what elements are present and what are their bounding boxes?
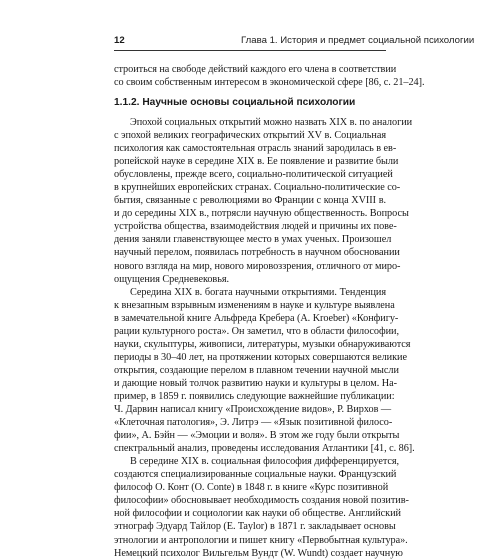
page-header (114, 34, 475, 50)
text-line: этнологии и антропологии и пишет книгу «Первобытная культура». (114, 534, 408, 546)
text-line: рации культурного роста». Он заметил, что в области философии, (114, 325, 399, 337)
text-line: в замечательной книге Альфреда Кребера (A. Kroeber) «Конфигу- (114, 312, 399, 324)
paragraph-2 (114, 286, 415, 456)
text-line: ной философии и социологии как науки об обществе. Английский (114, 508, 401, 520)
text-line: к внезапным взрывным изменениям в науке и культуре выявлена (114, 299, 395, 311)
header-rule (114, 50, 386, 51)
paragraph-3 (114, 455, 409, 559)
text-line: науки, скульптуры, живописи, литературы, музыки обнаруживаются (114, 338, 411, 350)
text-line: обусловлены, прежде всего, социально-политической ситуацией (114, 169, 393, 181)
text-line: в крупнейших европейских странах. Социально-политические со- (114, 182, 401, 194)
section-body (114, 116, 415, 560)
text-line: Немецкий психолог Вильгельм Вундт (W. Wundt) создает научную (114, 547, 403, 559)
text-line: ощущения Средневековья. (114, 273, 230, 285)
text-line: бытия, связанные с революциями во Франции с конца XVIII в. (114, 195, 386, 207)
text-line: Эпохой социальных открытий можно назвать XIX в. по аналогии (130, 117, 413, 128)
text-line: этнограф Эдуард Тайлор (E. Taylor) в 1871 г. закладывает основы (114, 521, 396, 533)
text-line: В середине XIX в. социальная философия дифференцируется, (130, 456, 400, 468)
text-line: Середина XIX в. богата научными открытиями. Тенденция (130, 286, 386, 298)
page-number: 12 (114, 35, 125, 46)
text-line: со своим собственным интересом в экономической сфере [86, с. 21–24]. (114, 77, 425, 89)
running-head: Глава 1. История и предмет социальной психологии (241, 35, 475, 46)
text-line: с эпохой великих географических открытий XV в. Социальная (114, 130, 386, 142)
text-line: спектральный анализ, проведены исследования Атлантики [41, с. 86]. (114, 443, 415, 455)
text-line: психология как самостоятельная отрасль знаний зародилась в ев- (114, 143, 397, 155)
section-heading: 1.1.2. Научные основы социальной психологии (114, 97, 356, 108)
text-line: создаются специализированные социальные науки. Французский (114, 469, 397, 481)
top-paragraph (114, 63, 425, 89)
text-line: философии» обосновывает необходимость создания новой позитив- (114, 495, 409, 507)
text-line: и до середины XIX в., потрясли научную общественность. Вопросы (114, 208, 409, 220)
text-line: строиться на свободе действий каждого его члена в соответствии (114, 64, 397, 75)
text-line: фии», А. Бэйн — «Эмоции и воля». В этом же году были открыты (114, 430, 400, 442)
paragraph-1 (114, 116, 413, 286)
text-line: философ О. Конт (O. Conte) в 1848 г. в книге «Курс позитивной (114, 482, 389, 494)
text-line: научный перелом, появилась потребность в научном обосновании (114, 247, 400, 259)
text-line: дения заняли главенствующее место в умах ученых. Произошел (114, 234, 392, 246)
text-line: периоды в 30–40 лет, на протяжении которых совершаются великие (114, 351, 407, 363)
text-line: Ч. Дарвин написал книгу «Происхождение видов», Р. Вирхов — (114, 404, 392, 416)
text-line: устройства общества, взаимодействия людей и причины их пове- (114, 221, 397, 233)
text-line: открытия, создающие перелом в плавном течении научной мысли (114, 364, 399, 376)
text-line: и дающие новый толчок развитию науки и культуры в целом. На- (114, 377, 397, 389)
text-line: «Клеточная патология», Э. Литрэ — «Язык позитивной филосо- (114, 417, 393, 429)
text-line: ропейской науке в середине XIX в. Ее появление и развитие были (114, 156, 399, 168)
text-line: пример, в 1859 г. появились следующие важнейшие публикации: (114, 390, 395, 402)
text-line: нового взгляда на мир, нового мировоззрения, отличного от миро- (114, 260, 401, 272)
